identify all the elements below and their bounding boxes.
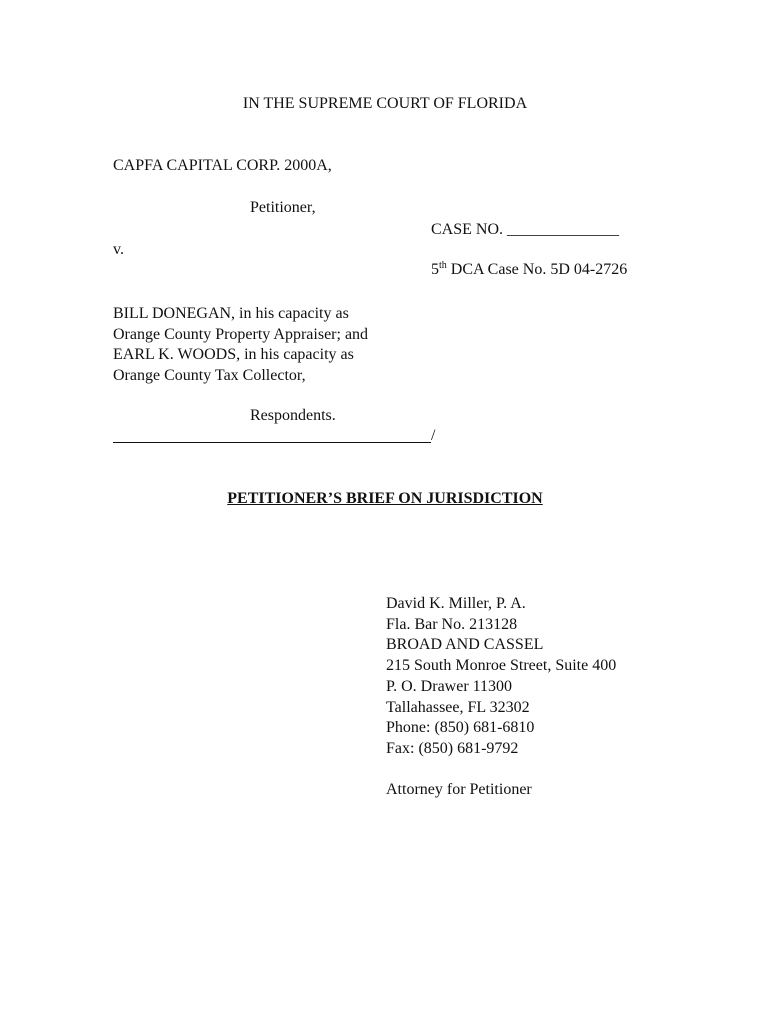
case-number: CASE NO. ______________ bbox=[431, 221, 620, 238]
respondent-line: BILL DONEGAN, in his capacity as bbox=[113, 305, 349, 322]
attorney-block bbox=[386, 594, 616, 760]
attorney-line: Fla. Bar No. 213128 bbox=[386, 615, 518, 633]
dca-case-text: DCA Case No. 5D 04-2726 bbox=[446, 261, 628, 278]
court-heading: IN THE SUPREME COURT OF FLORIDA bbox=[242, 95, 528, 112]
respondent-line: Orange County Tax Collector, bbox=[113, 367, 306, 385]
petitioner-role: Petitioner, bbox=[250, 199, 316, 216]
attorney-line: Tallahassee, FL 32302 bbox=[386, 698, 530, 716]
respondent-line: Orange County Property Appraiser; and bbox=[113, 325, 369, 343]
attorney-line: Phone: (850) 681-6810 bbox=[386, 719, 535, 737]
attorney-role: Attorney for Petitioner bbox=[386, 781, 532, 798]
versus-label: v. bbox=[113, 241, 124, 258]
brief-title: PETITIONER’S BRIEF ON JURISDICTION bbox=[227, 490, 543, 507]
attorney-line: Fax: (850) 681-9792 bbox=[386, 739, 519, 757]
petitioner-name: CAPFA CAPITAL CORP. 2000A, bbox=[113, 157, 332, 174]
attorney-line: BROAD AND CASSEL bbox=[386, 636, 544, 654]
respondent-block bbox=[113, 304, 368, 387]
dca-ordinal-suffix: th bbox=[439, 260, 447, 271]
respondent-line: EARL K. WOODS, in his capacity as bbox=[113, 346, 354, 364]
attorney-line: P. O. Drawer 11300 bbox=[386, 677, 513, 695]
caption-slash: / bbox=[431, 427, 436, 444]
dca-ordinal-number: 5 bbox=[431, 261, 439, 278]
attorney-line: David K. Miller, P. A. bbox=[386, 595, 526, 612]
caption-rule bbox=[113, 442, 431, 443]
dca-case-number bbox=[431, 260, 627, 283]
attorney-line: 215 South Monroe Street, Suite 400 bbox=[386, 657, 617, 675]
respondents-role: Respondents. bbox=[250, 407, 336, 424]
